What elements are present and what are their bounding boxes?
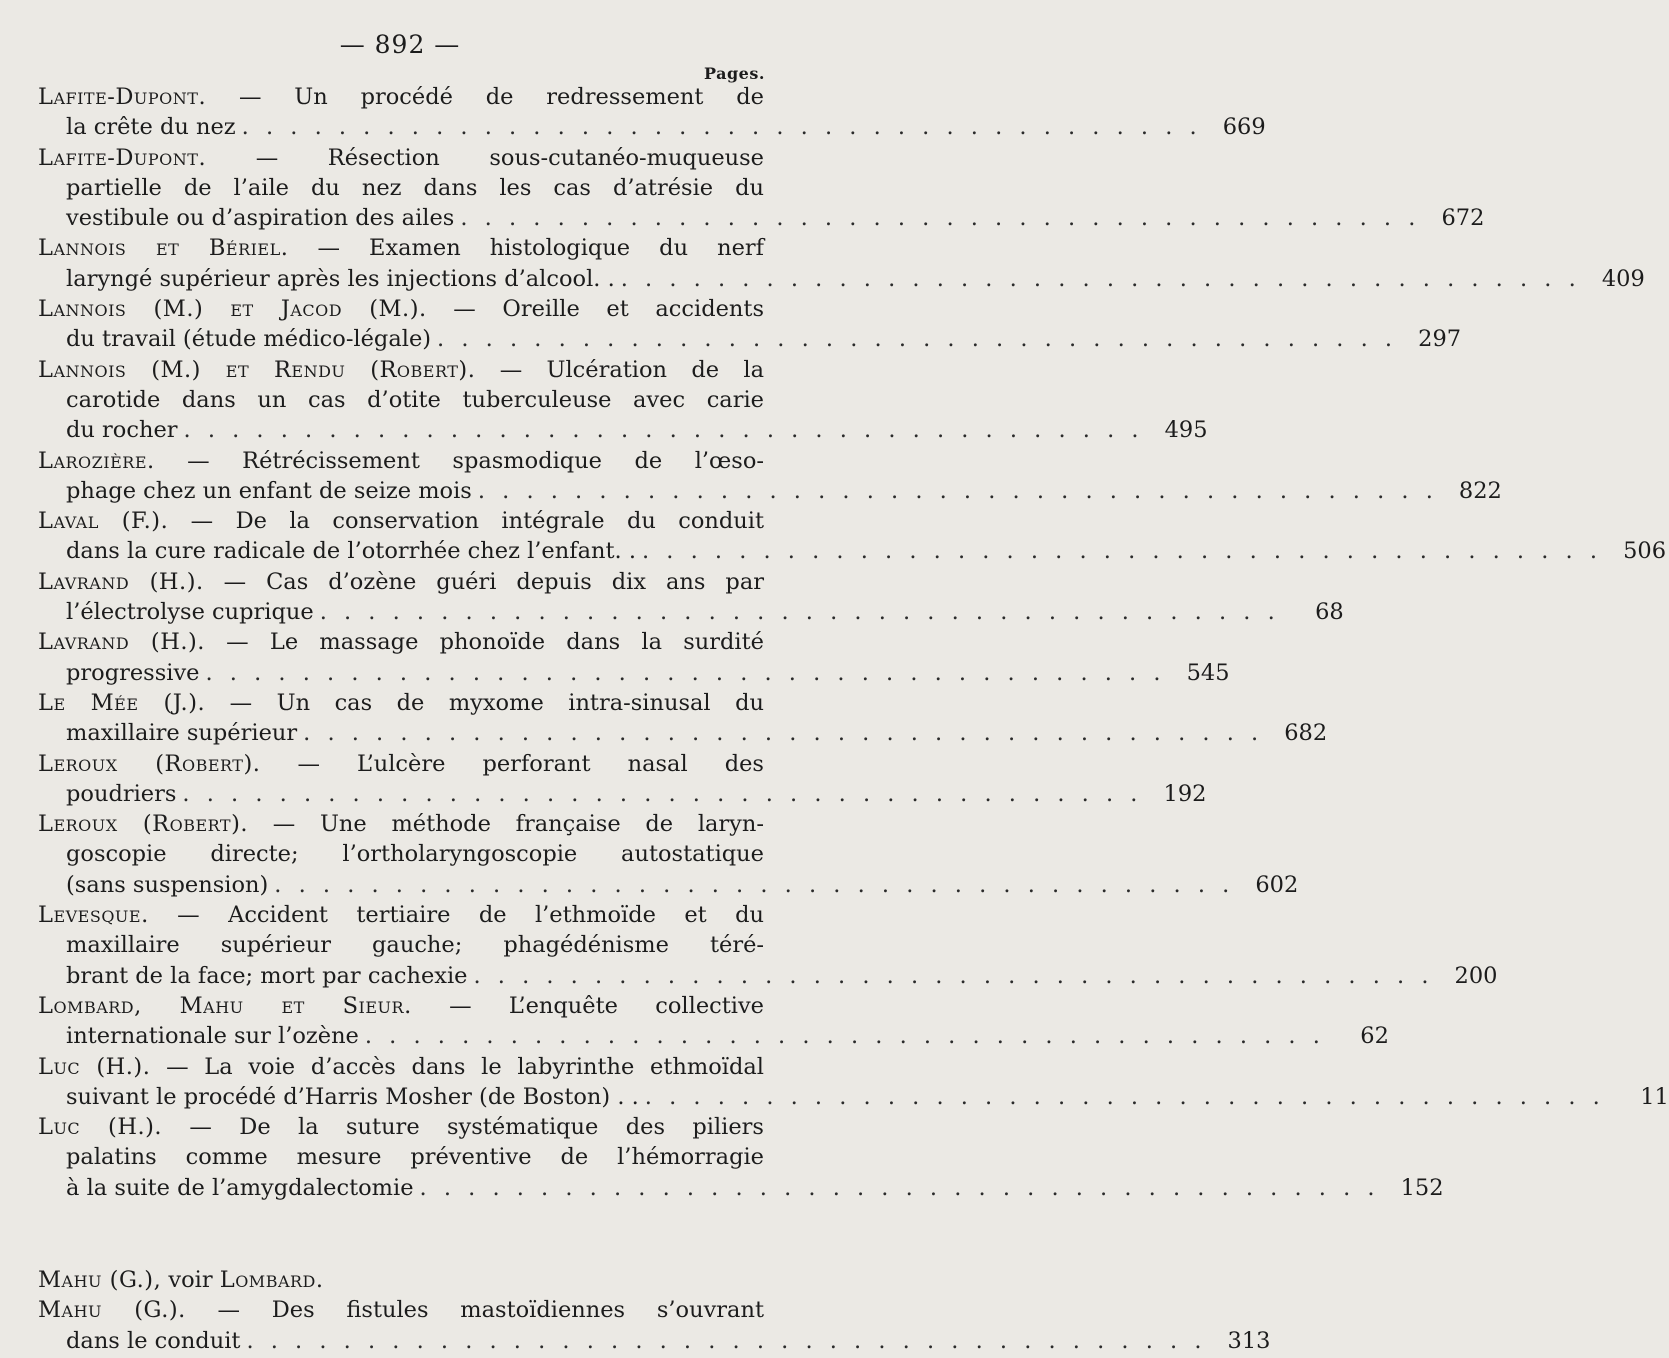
entry-text: l’électrolyse cuprique (66, 599, 314, 626)
page-reference: 409 (1601, 265, 1645, 292)
entry-last-line (38, 415, 1208, 445)
entry-line (38, 506, 764, 536)
entry-author: Levesque. (38, 902, 149, 929)
entry-author: Lombard, Mahu et Sieur. (38, 992, 412, 1019)
dot-leader: . . . . . . . . . . . . . . . . . . . . . . . . . . . . . . . . . . . . . . . . (437, 326, 1398, 353)
entry-last-line (38, 658, 1230, 688)
entry-text: — Un procédé de redressement de (238, 84, 764, 110)
entry-text: — Accident tertiaire de l’ethmoïde et du (177, 902, 765, 929)
dot-leader: . . . . . . . . . . . . . . . . . . . . . . . . . . . . . . . . . . . . . . . . (477, 477, 1438, 504)
entry-text: — Ulcération de la (499, 356, 764, 383)
entry-line (38, 991, 764, 1021)
entry-last-line (38, 597, 1344, 627)
page-reference: 297 (1418, 326, 1462, 353)
entry-text: la crête du nez (66, 114, 236, 141)
entry-line (38, 567, 764, 597)
entry-text: phage chez un enfant de seize mois (66, 477, 472, 504)
entry-author: Leroux (Robert). (38, 750, 261, 777)
entry-author: Mahu (G.), (38, 1266, 162, 1293)
entry-text: maxillaire supérieur (66, 720, 298, 747)
page-reference: 192 (1163, 780, 1207, 807)
dot-leader: . . . . . . . . . . . . . . . . . . . . . . . . . . . . . . . . . . . . . . . . (319, 599, 1280, 626)
entry-last-line (38, 779, 1207, 809)
entry-last-line (38, 1326, 1271, 1356)
entry-last-line (38, 112, 1266, 142)
entry-text: vestibule ou d’aspiration des ailes (66, 205, 455, 232)
entry-text: maxillaire supérieur gauche; phagédénisme téré- (66, 932, 764, 959)
page-reference: 682 (1284, 720, 1328, 747)
see-also-entry (38, 1265, 764, 1295)
index-entry (38, 446, 1502, 507)
entry-line (38, 809, 764, 839)
dot-leader: . . . . . . . . . . . . . . . . . . . . . . . . . . . . . . . . . . . . . . . . (303, 720, 1264, 747)
entry-line (38, 839, 764, 869)
index-entry (38, 82, 1266, 143)
entry-text: — L’enquête collective (449, 992, 764, 1019)
page-reference: 506 (1623, 538, 1667, 565)
see-also-text: voir (168, 1266, 213, 1293)
index-entry (38, 749, 1207, 810)
cross-reference: Lombard. (219, 1266, 324, 1293)
pages-column-label: Pages. (704, 64, 765, 83)
entry-author: Lannois (M.) et Jacod (M.). (38, 296, 427, 323)
dot-leader: . . . . . . . . . . . . . . . . . . . . . . . . . . . . . . . . . . . . . . . . (205, 659, 1166, 686)
entry-last-line (38, 718, 1328, 748)
entry-line (38, 355, 764, 385)
entry-text: — Oreille et accidents (453, 296, 764, 323)
index-entry (38, 294, 1462, 355)
entry-last-line (38, 203, 1485, 233)
index-entry (38, 991, 1389, 1052)
entry-line (38, 1052, 764, 1082)
page-reference: 200 (1454, 962, 1498, 989)
index-entry (38, 809, 1299, 900)
entry-text: (sans suspension) (66, 871, 269, 898)
entry-author: Lavrand (H.). (38, 568, 204, 595)
entry-text: palatins comme mesure préventive de l’hémorragie (66, 1144, 764, 1171)
entry-last-line (38, 1021, 1389, 1051)
entry-last-line (38, 1173, 1444, 1203)
entry-text: — Une méthode française de laryn- (272, 811, 764, 838)
index-entry (38, 143, 1485, 234)
entry-last-line (38, 1082, 1669, 1112)
entry-author: Lafite-Dupont. (38, 144, 207, 171)
entry-line (38, 900, 764, 930)
index-entry (38, 900, 1498, 991)
index-entry (38, 627, 1230, 688)
entry-line (38, 627, 764, 657)
entry-text: internationale sur l’ozène (66, 1023, 359, 1050)
entry-text: goscopie directe; l’ortholaryngoscopie autostatique (66, 841, 764, 868)
entry-text: à la suite de l’amygdalectomie (66, 1174, 414, 1201)
page-reference: 62 (1360, 1023, 1389, 1050)
entry-line (38, 1265, 764, 1295)
entry-author: Lafite-Dupont. (38, 84, 207, 110)
entry-author: Le Mée (J.). (38, 689, 206, 716)
entry-text: du travail (étude médico-légale) (66, 326, 432, 353)
entry-text: — Rétrécissement spasmodique de l’œso- (187, 447, 764, 474)
entry-text: — Examen histologique du nerf (317, 235, 765, 262)
index-entry (38, 688, 1328, 749)
entry-text: dans la cure radicale de l’otorrhée chez l’enfant. . (66, 538, 636, 565)
entry-last-line (38, 324, 1462, 354)
entry-text: — La voie d’accès dans le labyrinthe ethmoïdal (166, 1053, 764, 1080)
entry-text: — Le massage phonoïde dans la surdité (226, 629, 764, 656)
page-reference: 495 (1164, 417, 1208, 444)
section-gap (38, 1203, 764, 1265)
index-entry (38, 567, 1344, 628)
dot-leader: . . . . . . . . . . . . . . . . . . . . . . . . . . . . . . . . . . . . . . . . (644, 1083, 1605, 1110)
entry-text: carotide dans un cas d’otite tuberculeuse avec carie (66, 386, 764, 413)
page-reference: 68 (1315, 599, 1344, 626)
page-number: — 892 — (339, 30, 461, 59)
entry-text: partielle de l’aile du nez dans les cas d’atrésie du (66, 174, 764, 201)
entry-line (38, 143, 764, 173)
index-entry (38, 1295, 1271, 1356)
entry-text: brant de la face; mort par cachexie (66, 962, 468, 989)
entry-line (38, 930, 764, 960)
page-reference: 822 (1458, 477, 1502, 504)
entry-text: — Des fistules mastoïdiennes s’ouvrant (217, 1297, 764, 1324)
entry-line (38, 1295, 764, 1325)
dot-leader: . . . . . . . . . . . . . . . . . . . . . . . . . . . . . . . . . . . . . . . . (183, 417, 1144, 444)
entry-line (38, 1112, 764, 1142)
entry-author: Lavrand (H.). (38, 629, 205, 656)
entry-author: Lannois et Bériel. (38, 235, 289, 262)
entry-last-line (38, 961, 1498, 991)
index-entry (38, 1052, 1669, 1113)
entry-author: Laval (F.). (38, 508, 169, 535)
entry-author: Mahu (G.). (38, 1297, 186, 1324)
entry-last-line (38, 476, 1502, 506)
page-reference: 313 (1227, 1327, 1271, 1354)
entry-author: Luc (H.). (38, 1053, 151, 1080)
entry-author: Larozière. (38, 447, 155, 474)
dot-leader: . . . . . . . . . . . . . . . . . . . . . . . . . . . . . . . . . . . . . . . . (473, 962, 1434, 989)
dot-leader: . . . . . . . . . . . . . . . . . . . . . . . . . . . . . . . . . . . . . . . . (364, 1023, 1325, 1050)
index-entry (38, 1112, 1444, 1203)
entry-text: poudriers (66, 780, 177, 807)
entry-last-line (38, 536, 1667, 566)
entry-text: — Résection sous-cutanéo-muqueuse (255, 144, 764, 171)
entry-text: du rocher (66, 417, 178, 444)
index-entry (38, 506, 1667, 567)
dot-leader: . . . . . . . . . . . . . . . . . . . . . . . . . . . . . . . . . . . . . . . . (460, 205, 1421, 232)
page-reference: 545 (1186, 659, 1230, 686)
entry-line (38, 294, 764, 324)
entry-line (38, 749, 764, 779)
entry-text: progressive (66, 659, 200, 686)
dot-leader: . . . . . . . . . . . . . . . . . . . . . . . . . . . . . . . . . . . . . . . . (620, 265, 1581, 292)
page-reference: 602 (1255, 871, 1299, 898)
dot-leader: . . . . . . . . . . . . . . . . . . . . . . . . . . . . . . . . . . . . . . . . (274, 871, 1235, 898)
entry-line (38, 233, 764, 263)
entry-text: — Un cas de myxome intra-sinusal du (229, 689, 765, 716)
page-reference: 152 (1400, 1174, 1444, 1201)
entry-text: — Cas d’ozène guéri depuis dix ans par (223, 568, 764, 595)
entry-author: Lannois (M.) et Rendu (Robert). (38, 356, 476, 383)
entry-author: Leroux (Robert). (38, 811, 249, 838)
entry-text: — L’ulcère perforant nasal des (297, 750, 764, 777)
dot-leader: . . . . . . . . . . . . . . . . . . . . . . . . . . . . . . . . . . . . . . . . (419, 1174, 1380, 1201)
entry-line (38, 446, 764, 476)
index-entries (38, 82, 1669, 1356)
dot-leader: . . . . . . . . . . . . . . . . . . . . . . . . . . . . . . . . . . . . . . . . (182, 780, 1143, 807)
dot-leader: . . . . . . . . . . . . . . . . . . . . . . . . . . . . . . . . . . . . . . . . (641, 538, 1603, 565)
page-reference: 11 (1640, 1083, 1669, 1110)
entry-text: laryngé supérieur après les injections d’alcool. . (66, 265, 615, 292)
page-reference: 672 (1441, 205, 1485, 232)
entry-line (38, 82, 764, 112)
entry-text: — De la conservation intégrale du conduit (190, 508, 765, 535)
entry-author: Luc (H.). (38, 1114, 163, 1141)
entry-text: dans le conduit (66, 1327, 241, 1354)
index-entry (38, 355, 1208, 446)
entry-line (38, 173, 764, 203)
dot-leader: . . . . . . . . . . . . . . . . . . . . . . . . . . . . . . . . . . . . . . . . (246, 1327, 1207, 1354)
entry-last-line (38, 870, 1299, 900)
index-entry (38, 233, 1645, 294)
entry-line (38, 688, 764, 718)
dot-leader: . . . . . . . . . . . . . . . . . . . . . . . . . . . . . . . . . . . . . . . . (241, 114, 1202, 141)
entry-text: suivant le procédé d’Harris Mosher (de Boston) . . (66, 1083, 639, 1110)
entry-line (38, 1142, 764, 1172)
entry-text: — De la suture systématique des piliers (189, 1114, 764, 1141)
entry-line (38, 385, 764, 415)
page-reference: 669 (1222, 114, 1266, 141)
entry-last-line (38, 264, 1645, 294)
